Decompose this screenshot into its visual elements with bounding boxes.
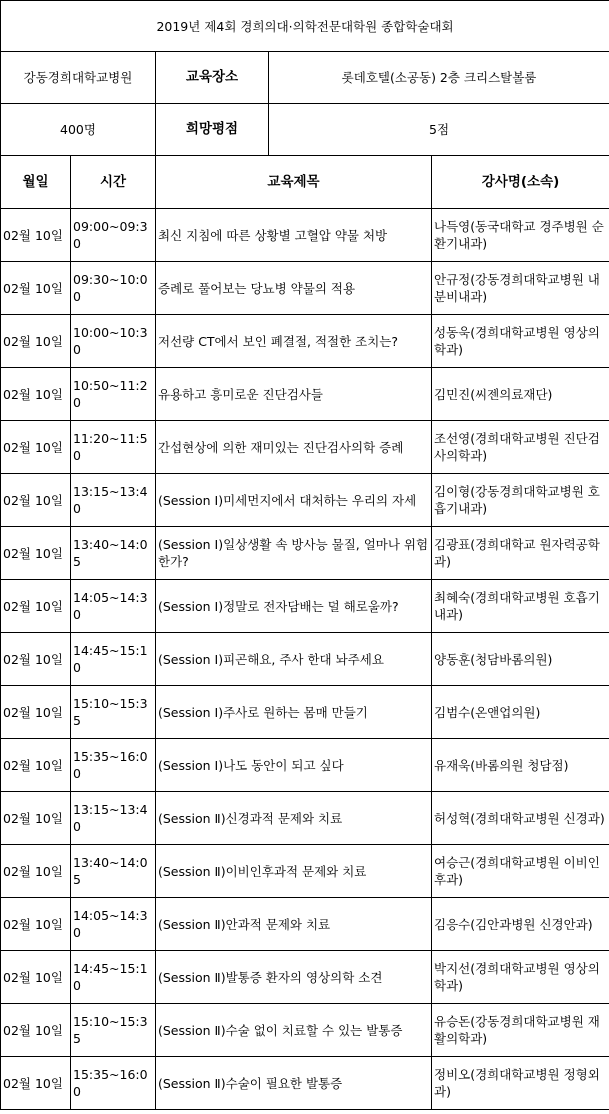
row-subject: (Session Ⅱ)수술 없이 치료할 수 있는 발통증 [156, 1004, 432, 1057]
row-time: 13:15~13:40 [71, 792, 156, 845]
row-time: 14:05~14:30 [71, 580, 156, 633]
row-lecturer: 박지선(경희대학교병원 영상의학과) [432, 951, 609, 1004]
hospital-name: 강동경희대학교병원 [1, 52, 156, 104]
row-lecturer: 조선영(경희대학교병원 진단검사의학과) [432, 421, 609, 474]
table-row [1, 686, 609, 739]
row-time: 15:10~15:35 [71, 686, 156, 739]
row-date: 02월 10일 [1, 951, 71, 1004]
row-time: 11:20~11:50 [71, 421, 156, 474]
table-row [1, 951, 609, 1004]
row-time: 10:00~10:30 [71, 315, 156, 368]
header-subject: 교육제목 [156, 156, 432, 209]
row-date: 02월 10일 [1, 1004, 71, 1057]
row-subject: (Session Ⅱ)신경과적 문제와 치료 [156, 792, 432, 845]
row-lecturer: 유승돈(강동경희대학교병원 재활의학과) [432, 1004, 609, 1057]
header-row [1, 156, 609, 209]
header-time: 시간 [71, 156, 156, 209]
row-date: 02월 10일 [1, 686, 71, 739]
row-date: 02월 10일 [1, 739, 71, 792]
table-row [1, 315, 609, 368]
row-subject: (Session Ⅰ)나도 동안이 되고 싶다 [156, 739, 432, 792]
row-subject: 증례로 풀어보는 당뇨병 약물의 적용 [156, 262, 432, 315]
row-lecturer: 최혜숙(경희대학교병원 호흡기내과) [432, 580, 609, 633]
row-time: 14:45~15:10 [71, 951, 156, 1004]
table-row [1, 474, 609, 527]
table-row [1, 262, 609, 315]
row-date: 02월 10일 [1, 421, 71, 474]
row-lecturer: 김응수(김안과병원 신경안과) [432, 898, 609, 951]
table-row [1, 898, 609, 951]
row-subject: (Session Ⅰ)정말로 전자담배는 덜 해로울까? [156, 580, 432, 633]
row-subject: 저선량 CT에서 보인 폐결절, 적절한 조치는? [156, 315, 432, 368]
row-date: 02월 10일 [1, 845, 71, 898]
table-row [1, 845, 609, 898]
header-lecturer: 강사명(소속) [432, 156, 609, 209]
row-lecturer: 김광표(경희대학교 원자력공학과) [432, 527, 609, 580]
row-date: 02월 10일 [1, 1057, 71, 1110]
row-subject: (Session Ⅱ)안과적 문제와 치료 [156, 898, 432, 951]
row-subject: (Session Ⅰ)피곤해요, 주사 한대 놔주세요 [156, 633, 432, 686]
table-title: 2019년 제4회 경희의대·의학전문대학원 종합학술대회 [1, 1, 609, 52]
row-lecturer: 성동욱(경희대학교병원 영상의학과) [432, 315, 609, 368]
table-row [1, 633, 609, 686]
row-subject: (Session Ⅱ)수술이 필요한 발통증 [156, 1057, 432, 1110]
row-date: 02월 10일 [1, 898, 71, 951]
row-subject: 유용하고 흥미로운 진단검사들 [156, 368, 432, 421]
row-subject: (Session Ⅰ)주사로 원하는 몸매 만들기 [156, 686, 432, 739]
row-time: 09:00~09:30 [71, 209, 156, 262]
row-date: 02월 10일 [1, 315, 71, 368]
table-row [1, 1057, 609, 1110]
row-lecturer: 김민진(씨젠의료재단) [432, 368, 609, 421]
row-date: 02월 10일 [1, 209, 71, 262]
score-label: 희망평점 [156, 104, 269, 156]
row-subject: 최신 지침에 따른 상황별 고혈압 약물 처방 [156, 209, 432, 262]
row-lecturer: 허성혁(경희대학교병원 신경과) [432, 792, 609, 845]
row-date: 02월 10일 [1, 633, 71, 686]
row-subject: (Session Ⅱ)발통증 환자의 영상의학 소견 [156, 951, 432, 1004]
row-time: 14:05~14:30 [71, 898, 156, 951]
row-lecturer: 양동훈(청담바롬의원) [432, 633, 609, 686]
row-time: 14:45~15:10 [71, 633, 156, 686]
row-lecturer: 안규정(강동경희대학교병원 내분비내과) [432, 262, 609, 315]
table-row [1, 1004, 609, 1057]
row-time: 09:30~10:00 [71, 262, 156, 315]
row-lecturer: 여승근(경희대학교병원 이비인후과) [432, 845, 609, 898]
table-row [1, 527, 609, 580]
table-row [1, 209, 609, 262]
row-lecturer: 유재욱(바롬의원 청담점) [432, 739, 609, 792]
row-date: 02월 10일 [1, 580, 71, 633]
row-time: 13:40~14:05 [71, 845, 156, 898]
header-date: 월일 [1, 156, 71, 209]
table-row [1, 580, 609, 633]
row-time: 15:35~16:00 [71, 739, 156, 792]
table-row [1, 739, 609, 792]
row-date: 02월 10일 [1, 792, 71, 845]
row-time: 15:35~16:00 [71, 1057, 156, 1110]
row-lecturer: 김이형(강동경희대학교병원 호흡기내과) [432, 474, 609, 527]
row-subject: 간섭현상에 의한 재미있는 진단검사의학 증례 [156, 421, 432, 474]
table-row [1, 792, 609, 845]
row-date: 02월 10일 [1, 368, 71, 421]
table-row [1, 368, 609, 421]
row-date: 02월 10일 [1, 527, 71, 580]
info-row-place [1, 52, 609, 104]
row-date: 02월 10일 [1, 262, 71, 315]
place-value: 롯데호텔(소공동) 2층 크리스탈볼룸 [269, 52, 609, 104]
row-date: 02월 10일 [1, 474, 71, 527]
row-lecturer: 나득영(동국대학교 경주병원 순환기내과) [432, 209, 609, 262]
row-subject: (Session Ⅱ)이비인후과적 문제와 치료 [156, 845, 432, 898]
row-subject: (Session Ⅰ)일상생활 속 방사능 물질, 얼마나 위험한가? [156, 527, 432, 580]
row-lecturer: 정비오(경희대학교병원 정형외과) [432, 1057, 609, 1110]
table-row [1, 421, 609, 474]
row-time: 13:15~13:40 [71, 474, 156, 527]
row-time: 10:50~11:20 [71, 368, 156, 421]
place-label: 교육장소 [156, 52, 269, 104]
row-subject: (Session Ⅰ)미세먼지에서 대처하는 우리의 자세 [156, 474, 432, 527]
title-row [1, 1, 609, 52]
row-time: 15:10~15:35 [71, 1004, 156, 1057]
attendee-count: 400명 [1, 104, 156, 156]
row-time: 13:40~14:05 [71, 527, 156, 580]
row-lecturer: 김범수(온앤업의원) [432, 686, 609, 739]
info-row-score [1, 104, 609, 156]
score-value: 5점 [269, 104, 609, 156]
